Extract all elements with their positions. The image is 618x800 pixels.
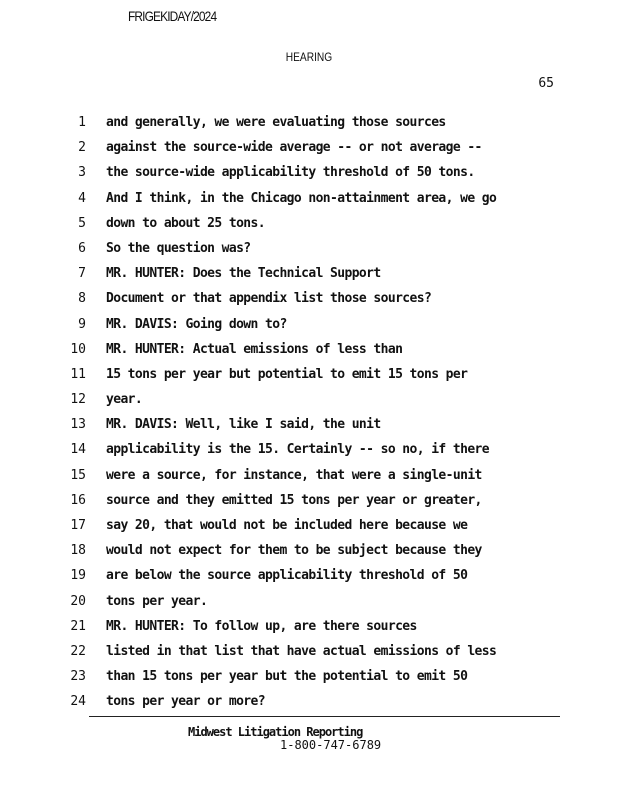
line-text: MR. DAVIS: Well, like I said, the unit xyxy=(106,417,381,433)
transcript-line xyxy=(0,160,618,185)
footer-phone: 1-800-747-6789 xyxy=(280,738,382,752)
transcript-line xyxy=(0,387,618,412)
line-text: year. xyxy=(106,392,143,408)
line-text: tons per year or more? xyxy=(106,694,265,710)
line-number: 22 xyxy=(70,643,86,659)
line-text: MR. HUNTER: Actual emissions of less than xyxy=(106,341,403,357)
line-number: 23 xyxy=(70,669,86,685)
transcript-line xyxy=(0,186,618,211)
line-text: say 20, that would not be included here because we xyxy=(106,518,468,533)
line-text: would not expect for them to be subject because they xyxy=(106,543,482,559)
line-text: than 15 tons per year but the potential to emit 50 xyxy=(106,669,468,685)
line-number: 2 xyxy=(78,140,86,156)
line-text: So the question was? xyxy=(106,240,251,256)
line-number: 7 xyxy=(78,266,86,282)
line-text: listed in that list that have actual emissions of less xyxy=(106,643,497,659)
transcript-line xyxy=(0,589,618,614)
line-number: 12 xyxy=(70,392,86,408)
line-text: and generally, we were evaluating those sources xyxy=(106,115,446,130)
line-text: against the source-wide average -- or not average -- xyxy=(106,140,482,156)
line-number: 24 xyxy=(70,694,86,710)
line-number: 3 xyxy=(78,165,86,181)
line-number: 14 xyxy=(70,442,86,458)
line-number: 17 xyxy=(70,518,86,533)
line-text: were a source, for instance, that were a single-unit xyxy=(106,467,482,483)
line-number: 21 xyxy=(70,618,86,634)
line-number: 11 xyxy=(70,366,86,382)
transcript-line xyxy=(0,362,618,387)
transcript-line xyxy=(0,614,618,639)
transcript-line xyxy=(0,437,618,462)
page-number: 65 xyxy=(538,76,554,91)
transcript-line xyxy=(0,563,618,588)
transcript-body xyxy=(0,110,618,715)
transcript-line xyxy=(0,337,618,362)
transcript-line xyxy=(0,135,618,160)
transcript-line xyxy=(0,463,618,488)
line-text: MR. DAVIS: Going down to? xyxy=(106,316,287,332)
transcript-line xyxy=(0,412,618,437)
line-number: 9 xyxy=(78,316,86,332)
transcript-line xyxy=(0,261,618,286)
line-number: 4 xyxy=(78,190,86,206)
line-text: are below the source applicability threshold of 50 xyxy=(106,568,468,584)
line-text: And I think, in the Chicago non-attainment area, we go xyxy=(106,190,497,206)
transcript-line xyxy=(0,312,618,337)
line-number: 13 xyxy=(70,417,86,433)
line-text: MR. HUNTER: Does the Technical Support xyxy=(106,266,381,282)
transcript-line xyxy=(0,538,618,563)
transcript-line xyxy=(0,236,618,261)
page-title: HEARING xyxy=(285,50,333,64)
transcript-line xyxy=(0,513,618,538)
transcript-line xyxy=(0,488,618,513)
line-text: applicability is the 15. Certainly -- so no, if there xyxy=(106,442,490,458)
transcript-line xyxy=(0,639,618,664)
transcript-line xyxy=(0,110,618,135)
line-text: 15 tons per year but potential to emit 15 tons per xyxy=(106,366,468,382)
footer-company: Midwest Litigation Reporting xyxy=(188,725,363,739)
transcript-line xyxy=(0,689,618,714)
line-number: 19 xyxy=(70,568,86,584)
line-number: 18 xyxy=(70,543,86,559)
line-number: 6 xyxy=(78,240,86,256)
line-number: 5 xyxy=(78,215,86,231)
line-text: source and they emitted 15 tons per year or greater, xyxy=(106,492,482,508)
line-number: 16 xyxy=(70,492,86,508)
transcript-line xyxy=(0,211,618,236)
line-text: MR. HUNTER: To follow up, are there sources xyxy=(106,618,417,634)
footer-divider xyxy=(89,716,560,717)
line-text: the source-wide applicability threshold of 50 tons. xyxy=(106,165,475,181)
line-number: 20 xyxy=(70,593,86,609)
line-number: 8 xyxy=(78,291,86,307)
line-number: 15 xyxy=(70,467,86,483)
line-number: 10 xyxy=(70,341,86,357)
transcript-line xyxy=(0,286,618,311)
line-number: 1 xyxy=(78,115,86,130)
header-date-line: FRIGEKIDAY/2024 xyxy=(128,8,217,24)
transcript-line xyxy=(0,664,618,689)
line-text: tons per year. xyxy=(106,593,208,609)
line-text: Document or that appendix list those sources? xyxy=(106,291,432,307)
line-text: down to about 25 tons. xyxy=(106,215,265,231)
